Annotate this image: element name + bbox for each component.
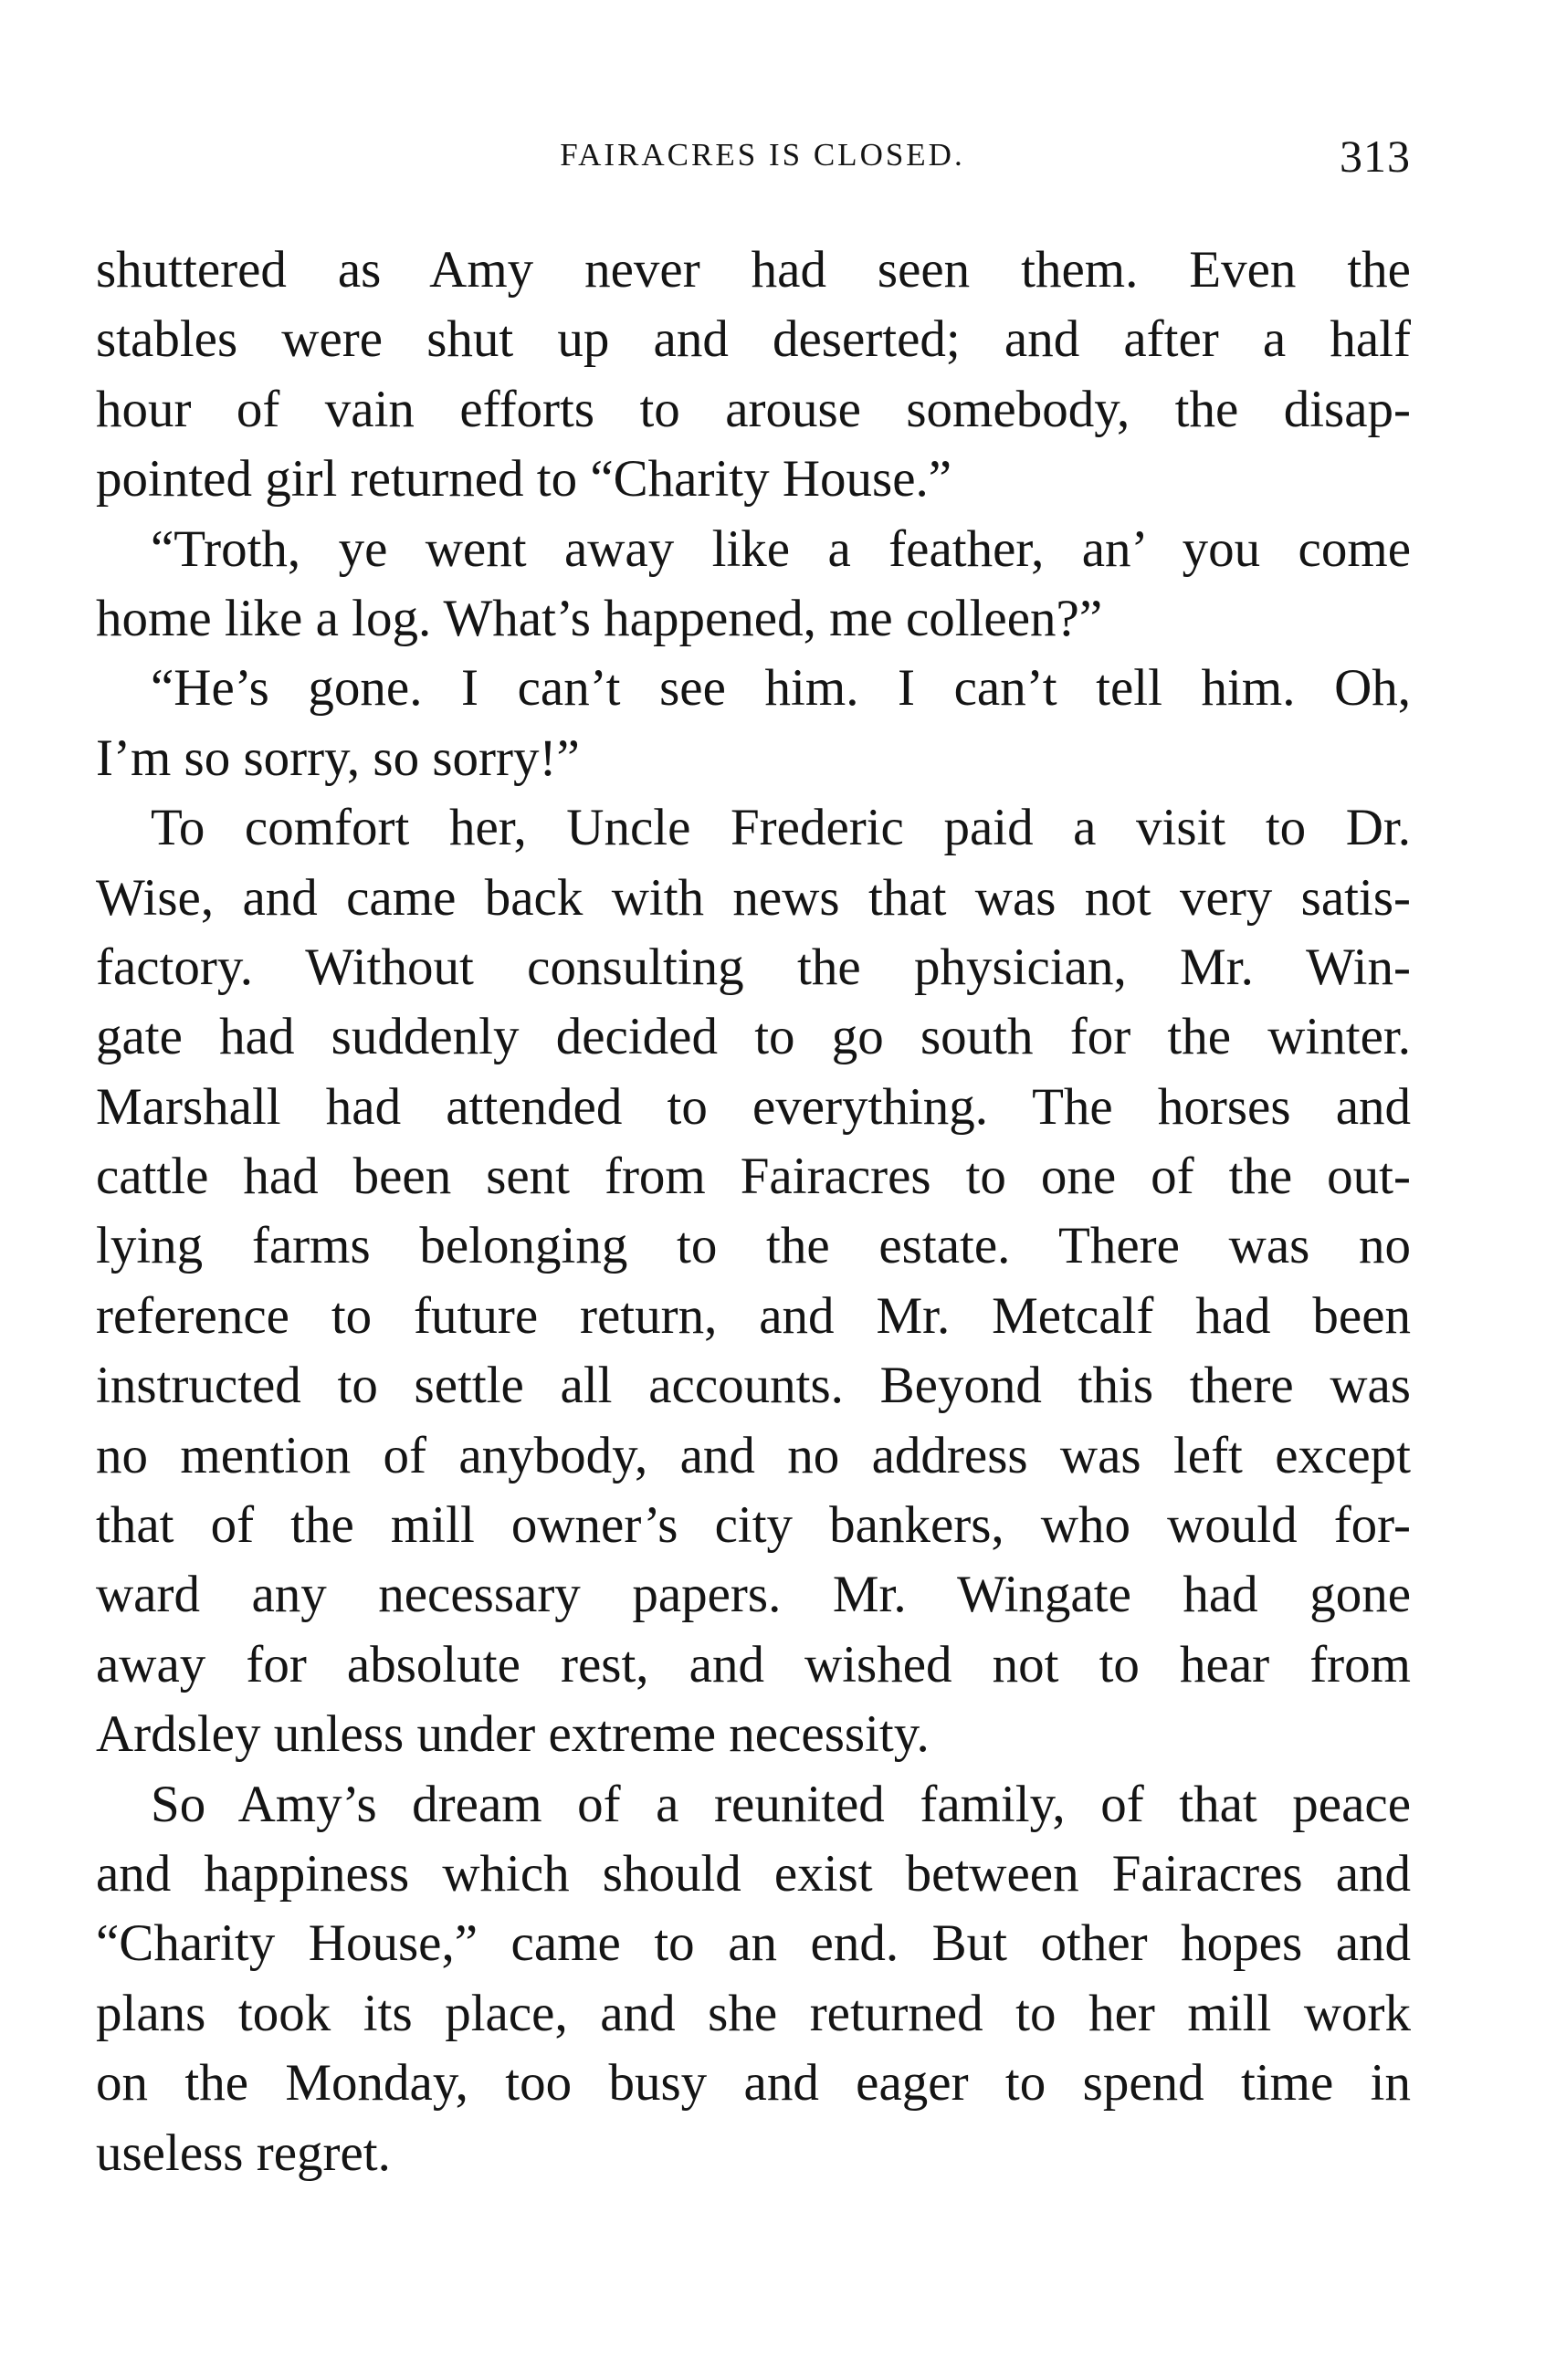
text-line: shuttered as Amy never had seen them. Even the: [96, 241, 1411, 299]
text-line: plans took its place, and she returned to her mill work: [96, 1984, 1411, 2042]
text-line: and happiness which should exist between Fairacres and: [96, 1844, 1411, 1903]
text-line: lying farms belonging to the estate. There was no: [96, 1217, 1411, 1275]
text-line: cattle had been sent from Fairacres to one of the out-: [96, 1148, 1411, 1206]
text-line: away for absolute rest, and wished not to hear from: [96, 1635, 1411, 1693]
text-line: that of the mill owner’s city bankers, who would for-: [96, 1496, 1411, 1555]
text-line: “He’s gone. I can’t see him. I can’t tell him. Oh,: [151, 659, 1411, 718]
text-line: useless regret.: [96, 2123, 391, 2182]
text-line: gate had suddenly decided to go south for the winter.: [96, 1008, 1411, 1066]
running-title: FAIRACRES IS CLOSED.: [560, 137, 965, 173]
body-text: [96, 236, 1411, 2188]
text-line: instructed to settle all accounts. Beyond this there was: [96, 1357, 1411, 1415]
text-line: So Amy’s dream of a reunited family, of that peace: [151, 1775, 1411, 1833]
text-line: factory. Without consulting the physician, Mr. Win-: [96, 938, 1411, 996]
text-line: To comfort her, Uncle Frederic paid a visit to Dr.: [151, 799, 1411, 857]
text-line: stables were shut up and deserted; and after a half: [96, 310, 1411, 369]
text-line: Ardsley unless under extreme necessity.: [96, 1705, 930, 1764]
text-line: home like a log. What’s happened, me colleen?”: [96, 589, 1103, 647]
text-line: hour of vain efforts to arouse somebody, the disap-: [96, 380, 1411, 438]
text-line: pointed girl returned to “Charity House.”: [96, 450, 952, 509]
text-line: on the Monday, too busy and eager to spend time in: [96, 2054, 1411, 2113]
text-line: Marshall had attended to everything. The horses and: [96, 1077, 1411, 1136]
text-line: no mention of anybody, and no address was left except: [96, 1426, 1411, 1484]
text-line: I’m so sorry, so sorry!”: [96, 729, 580, 787]
text-line: reference to future return, and Mr. Metcalf had been: [96, 1286, 1411, 1345]
running-head: [96, 130, 1411, 184]
text-line: “Troth, ye went away like a feather, an’ you come: [151, 519, 1411, 578]
text-line: ward any necessary papers. Mr. Wingate had gone: [96, 1566, 1411, 1624]
text-line: Wise, and came back with news that was not very satis-: [96, 868, 1411, 927]
page-number: 313: [1340, 131, 1411, 182]
text-line: “Charity House,” came to an end. But other hopes and: [96, 1914, 1411, 1973]
